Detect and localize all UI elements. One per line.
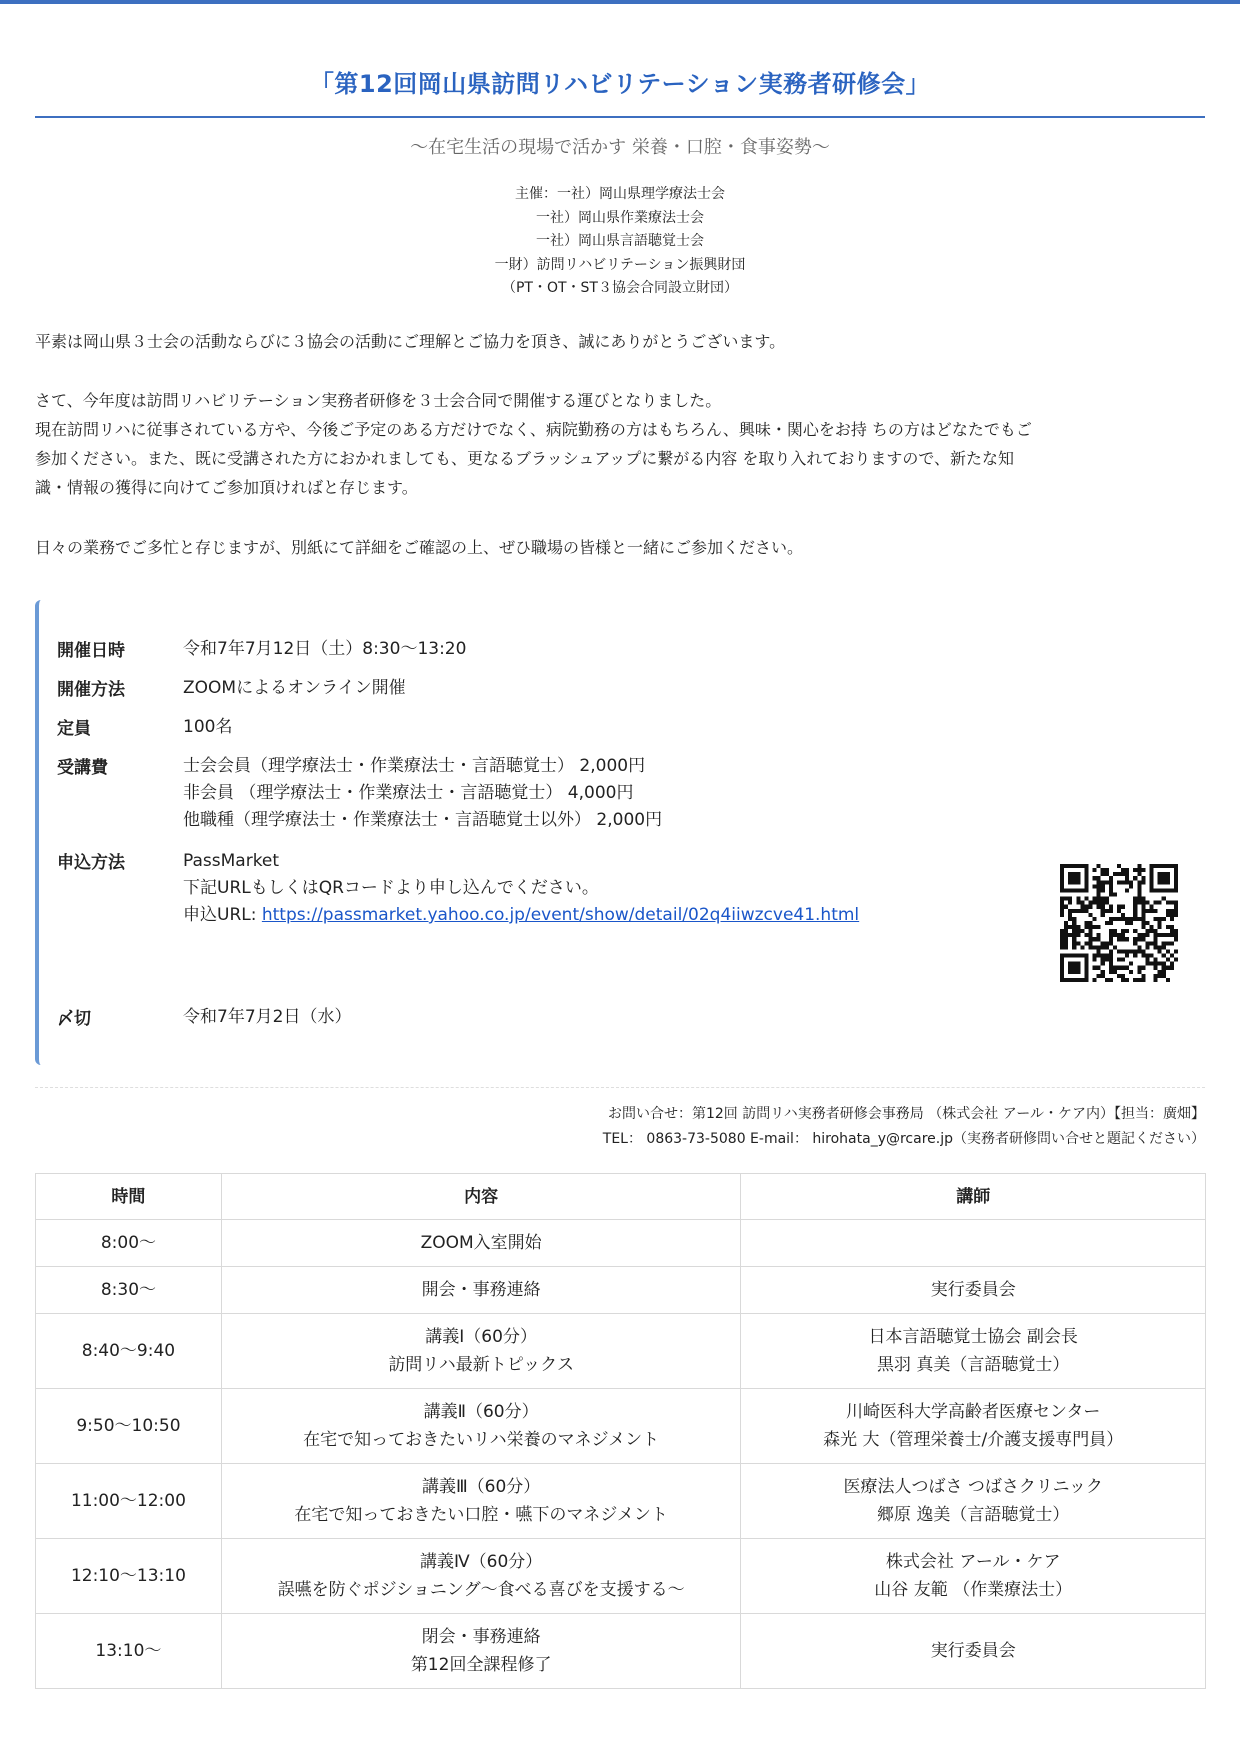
cell-content — [221, 1314, 741, 1389]
content-line: 閉会・事務連絡 — [421, 1627, 541, 1647]
deadline-label: 〆切 — [57, 1009, 91, 1029]
content-line: 訪問リハ最新トピックス — [388, 1355, 574, 1375]
cell-lecturer — [741, 1389, 1206, 1464]
cell-time: 8:00～ — [36, 1220, 222, 1267]
cell-lecturer — [741, 1614, 1206, 1689]
fee-values — [183, 753, 1043, 834]
deadline-value: 令和7年7月2日（水） — [183, 1007, 352, 1027]
lecturer-line: 株式会社 アール・ケア — [885, 1552, 1061, 1572]
date-label: 開催日時 — [57, 641, 125, 661]
lecturer-line: 実行委員会 — [930, 1280, 1016, 1300]
cell-lecturer — [741, 1464, 1206, 1539]
table-row — [36, 1314, 1206, 1389]
date-value: 令和7年7月12日（土）8:30～13:20 — [183, 639, 467, 659]
cell-time: 12:10～13:10 — [36, 1539, 222, 1614]
organizer-line: 一社）岡山県作業療法士会 — [536, 209, 704, 226]
apply-url-line — [183, 902, 1043, 929]
content-line: 講義Ⅲ（60分） — [421, 1477, 541, 1497]
method-label: 開催方法 — [57, 680, 125, 700]
fee-line-other: 他職種（理学療法士・作業療法士・言語聴覚士以外） 2,000円 — [183, 810, 663, 830]
cell-content — [221, 1267, 741, 1314]
header-lecturer: 講師 — [741, 1174, 1206, 1220]
content-line: ZOOM入室開始 — [420, 1233, 542, 1253]
apply-label: 申込方法 — [57, 853, 125, 873]
schedule-table — [35, 1173, 1206, 1689]
organizer-line: 一社）岡山県言語聴覚士会 — [536, 233, 704, 249]
lecturer-line: 山谷 友範 （作業療法士） — [874, 1580, 1073, 1600]
capacity-value: 100名 — [183, 717, 233, 737]
title-divider — [35, 116, 1205, 118]
apply-values — [183, 848, 1043, 929]
intro-line: 現在訪問リハに従事されている方や、今後ご予定のある方だけでなく、病院勤務の方はもちろん、興味・関心をお持 ちの方はどなたでもご — [35, 420, 1032, 439]
contact-info — [603, 1102, 1205, 1152]
content-line: 講義Ⅰ（60分） — [425, 1327, 537, 1347]
intro-line: 参加ください。また、既に受講された方におかれましても、更なるブラッシュアップに繋がる内容 を取り入れておりますので、新たな知 — [35, 449, 1015, 468]
apply-note: 下記URLもしくはQRコードより申し込んでください。 — [183, 878, 599, 898]
lecturer-line: 黒羽 真美（言語聴覚士） — [877, 1355, 1070, 1375]
lecturer-line: 郷原 逸美（言語聴覚士） — [877, 1505, 1070, 1525]
contact-line: TEL： 0863-73-5080 E-mail： hirohata_y@rcare.jp（実務者研修問い合せと題記ください） — [602, 1131, 1205, 1147]
lecturer-line: 川崎医科大学高齢者医療センター — [846, 1402, 1101, 1422]
top-accent-bar — [0, 0, 1240, 4]
cell-lecturer — [741, 1220, 1206, 1267]
intro-line: さて、今年度は訪問リハビリテーション実務者研修を３士会合同で開催する運びとなりました。 — [35, 391, 722, 410]
apply-service: PassMarket — [183, 851, 280, 871]
apply-url-link[interactable]: https://passmarket.yahoo.co.jp/event/show/detail/02q4iiwzcve41.html — [261, 905, 860, 925]
cell-time: 11:00～12:00 — [36, 1464, 222, 1539]
cell-content — [221, 1614, 741, 1689]
content-line: 誤嚥を防ぐポジショニング～食べる喜びを支援する～ — [277, 1580, 685, 1600]
organizer-line: 一財）訪問リハビリテーション振興財団 — [494, 256, 746, 273]
qr-code-icon[interactable] — [1060, 864, 1178, 982]
cell-content — [221, 1220, 741, 1267]
cell-lecturer — [741, 1539, 1206, 1614]
cell-time: 8:40～9:40 — [36, 1314, 222, 1389]
cell-lecturer — [741, 1314, 1206, 1389]
cell-time: 9:50～10:50 — [36, 1389, 222, 1464]
cell-lecturer — [741, 1267, 1206, 1314]
fee-line-member: 士会会員（理学療法士・作業療法士・言語聴覚士） 2,000円 — [183, 756, 646, 776]
header-content: 内容 — [221, 1174, 741, 1220]
page-title: 「第12回岡山県訪問リハビリテーション実務者研修会」 — [309, 70, 931, 98]
content-line: 講義Ⅱ（60分） — [423, 1402, 539, 1422]
table-row — [36, 1267, 1206, 1314]
fee-line-nonmember: 非会員 （理学療法士・作業療法士・言語聴覚士） 4,000円 — [183, 783, 634, 803]
lecturer-line: 医療法人つばさ つばさクリニック — [843, 1477, 1103, 1497]
content-line: 開会・事務連絡 — [421, 1280, 541, 1300]
organizer-line: （PT・OT・ST３協会合同設立財団） — [501, 280, 738, 296]
fee-label: 受講費 — [57, 758, 108, 778]
cell-time: 8:30～ — [36, 1267, 222, 1314]
lecturer-line: 実行委員会 — [930, 1641, 1016, 1661]
page-subtitle: ～在宅生活の現場で活かす 栄養・口腔・食事姿勢～ — [410, 137, 830, 158]
contact-line: お問い合せ：第12回 訪問リハ実務者研修会事務局 （株式会社 アール・ケア内）【担当：廣畑】 — [607, 1106, 1205, 1122]
cell-content — [221, 1539, 741, 1614]
table-row — [36, 1220, 1206, 1267]
organizers — [0, 183, 1240, 301]
closing-paragraph: 日々の業務でご多忙と存じますが、別紙にて詳細をご確認の上、ぜひ職場の皆様と一緒にご参加ください。 — [35, 538, 804, 557]
table-row — [36, 1539, 1206, 1614]
content-line: 講義Ⅳ（60分） — [419, 1552, 543, 1572]
intro-paragraph — [35, 386, 1207, 502]
lecturer-line: 日本言語聴覚士協会 副会長 — [868, 1327, 1078, 1347]
content-line: 在宅で知っておきたい口腔・嚥下のマネジメント — [294, 1505, 668, 1525]
header-time: 時間 — [36, 1174, 222, 1220]
greeting-paragraph: 平素は岡山県３士会の活動ならびに３協会の活動にご理解とご協力を頂き、誠にありがとうございます。 — [35, 332, 786, 351]
table-row — [36, 1389, 1206, 1464]
intro-line: 識・情報の獲得に向けてご参加頂ければと存じます。 — [35, 478, 418, 497]
table-row — [36, 1614, 1206, 1689]
table-row — [36, 1464, 1206, 1539]
content-line: 在宅で知っておきたいリハ栄養のマネジメント — [303, 1430, 660, 1450]
lecturer-line: 森光 大（管理栄養士/介護支援専門員） — [823, 1430, 1124, 1450]
cell-time: 13:10～ — [36, 1614, 222, 1689]
organizer-line: 主催：一社）岡山県理学療法士会 — [515, 186, 725, 202]
method-value: ZOOMによるオンライン開催 — [183, 678, 406, 698]
capacity-label: 定員 — [57, 719, 91, 739]
cell-content — [221, 1464, 741, 1539]
section-divider — [35, 1087, 1205, 1088]
apply-url-label: 申込URL: — [183, 905, 262, 925]
schedule-header-row — [36, 1174, 1206, 1220]
cell-content — [221, 1389, 741, 1464]
content-line: 第12回全課程修了 — [410, 1655, 552, 1675]
